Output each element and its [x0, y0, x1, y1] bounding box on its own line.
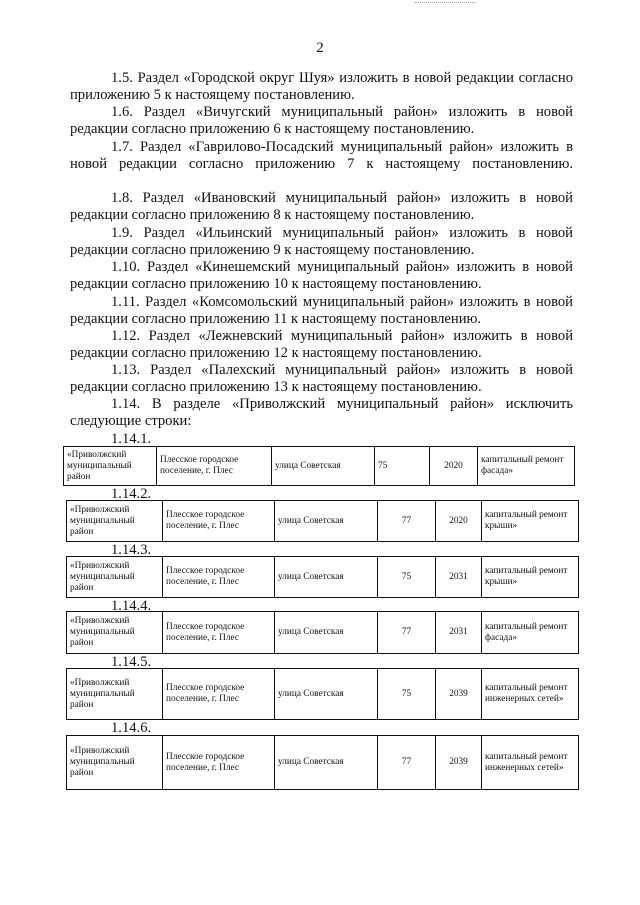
work-cell: капитальный ремонт инженерных сетей»: [482, 736, 579, 790]
excluded-row-table: [66, 668, 579, 720]
street-cell: улица Советская: [275, 669, 378, 720]
year-cell: 2039: [436, 736, 482, 790]
year-cell: 2031: [436, 612, 482, 654]
house-cell: 75: [375, 447, 430, 486]
work-cell: капитальный ремонт инженерных сетей»: [482, 669, 579, 720]
paragraph-1-14: 1.14. В разделе «Приволжский муниципальный район» исключить следующие строки:: [70, 396, 573, 429]
paragraph-1-8: 1.8. Раздел «Ивановский муниципальный район» изложить в новой редакции согласно приложению 8 к настоящему постановлению.: [70, 190, 573, 223]
paragraph-1-12: 1.12. Раздел «Лежневский муниципальный район» изложить в новой редакции согласно приложению 12 к настоящему постановлению.: [70, 328, 573, 361]
district-cell: «Приволжский муниципальный район: [67, 612, 163, 654]
paragraph-1-10: 1.10. Раздел «Кинешемский муниципальный район» изложить в новой редакции согласно приложению 10 к настоящему постановлению.: [70, 259, 573, 292]
settlement-cell: Плесское городское поселение, г. Плес: [163, 557, 275, 598]
paragraph-1-7: 1.7. Раздел «Гаврилово-Посадский муниципальный район» изложить в новой редакции согласно приложению 7 к настоящему постановлению.: [70, 139, 573, 172]
excluded-row-table: [66, 556, 579, 598]
paragraph-1-13: 1.13. Раздел «Палехский муниципальный район» изложить в новой редакции согласно приложению 13 к настоящему постановлению.: [70, 362, 573, 395]
table-row: [67, 501, 579, 542]
street-cell: улица Советская: [275, 557, 378, 598]
excluded-row-table: [63, 446, 575, 486]
year-cell: 2039: [436, 669, 482, 720]
subitem-number: 1.14.4.: [111, 598, 152, 614]
table-row: [67, 612, 579, 654]
subitem-number: 1.14.3.: [111, 542, 152, 558]
house-cell: 75: [378, 669, 436, 720]
house-cell: 75: [378, 557, 436, 598]
table-row: [67, 557, 579, 598]
district-cell: «Приволжский муниципальный район: [67, 669, 163, 720]
settlement-cell: Плесское городское поселение, г. Плес: [163, 501, 275, 542]
paragraph-1-9: 1.9. Раздел «Ильинский муниципальный район» изложить в новой редакции согласно приложению 9 к настоящему постановлению.: [70, 225, 573, 258]
paragraph-1-5: 1.5. Раздел «Городской округ Шуя» изложить в новой редакции согласно приложению 5 к настоящему постановлению.: [70, 70, 573, 103]
work-cell: капитальный ремонт крыши»: [482, 501, 579, 542]
street-cell: улица Советская: [272, 447, 375, 486]
work-cell: капитальный ремонт фасада»: [482, 612, 579, 654]
year-cell: 2031: [436, 557, 482, 598]
table-row: [67, 736, 579, 790]
house-cell: 77: [378, 501, 436, 542]
paragraph-1-6: 1.6. Раздел «Вичугский муниципальный район» изложить в новой редакции согласно приложению 6 к настоящему постановлению.: [70, 104, 573, 137]
district-cell: «Приволжский муниципальный район: [67, 501, 163, 542]
table-row: [64, 447, 575, 486]
district-cell: «Приволжский муниципальный район: [67, 736, 163, 790]
house-cell: 77: [378, 612, 436, 654]
excluded-row-table: [66, 735, 579, 790]
street-cell: улица Советская: [275, 736, 378, 790]
house-cell: 77: [378, 736, 436, 790]
settlement-cell: Плесское городское поселение, г. Плес: [163, 669, 275, 720]
excluded-row-table: [66, 611, 579, 654]
scan-artifact: [415, 2, 475, 6]
work-cell: капитальный ремонт крыши»: [482, 557, 579, 598]
street-cell: улица Советская: [275, 612, 378, 654]
settlement-cell: Плесское городское поселение, г. Плес: [163, 736, 275, 790]
table-row: [67, 669, 579, 720]
excluded-row-table: [66, 500, 579, 542]
page-number: 2: [316, 40, 324, 56]
district-cell: «Приволжский муниципальный район: [67, 557, 163, 598]
subitem-number: 1.14.1.: [111, 431, 152, 447]
subitem-number: 1.14.2.: [111, 486, 152, 502]
settlement-cell: Плесское городское поселение, г. Плес: [157, 447, 272, 486]
work-cell: капитальный ремонт фасада»: [478, 447, 575, 486]
subitem-number: 1.14.5.: [111, 654, 152, 670]
paragraph-1-11: 1.11. Раздел «Комсомольский муниципальный район» изложить в новой редакции согласно приложению 11 к настоящему постановлению.: [70, 294, 573, 327]
street-cell: улица Советская: [275, 501, 378, 542]
year-cell: 2020: [430, 447, 478, 486]
district-cell: «Приволжский муниципальный район: [64, 447, 157, 486]
subitem-number: 1.14.6.: [111, 720, 152, 736]
settlement-cell: Плесское городское поселение, г. Плес: [163, 612, 275, 654]
year-cell: 2020: [436, 501, 482, 542]
